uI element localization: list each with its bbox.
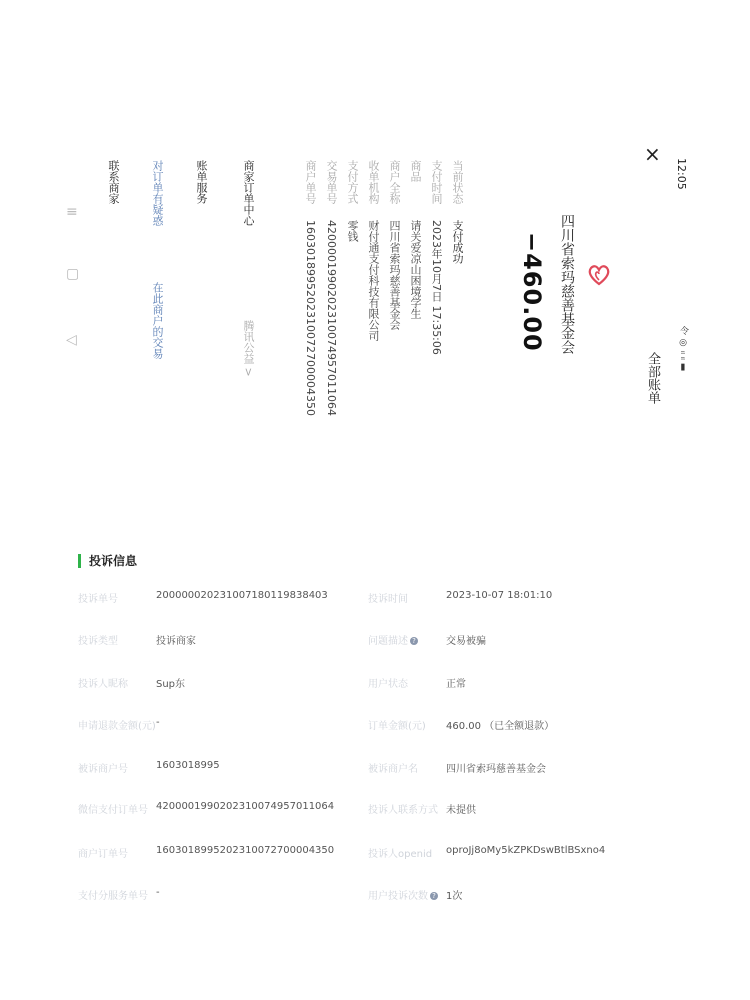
- contact-merchant-link[interactable]: 联系商家: [107, 160, 120, 204]
- status-time: 12:05: [675, 158, 688, 190]
- row-label: 被诉商户名: [368, 764, 418, 775]
- row-value: 正常: [446, 679, 466, 690]
- row-value: Sup东: [156, 679, 186, 690]
- menu-nav-icon[interactable]: ≡: [66, 204, 78, 220]
- row-value: 200000020231007180119838403: [156, 590, 328, 601]
- help-icon[interactable]: ?: [430, 892, 438, 900]
- detail-label-time: 支付时间: [430, 160, 443, 204]
- row-label: 用户投诉次数 ?: [368, 887, 438, 902]
- detail-value-goods: 请关爱凉山困境学生: [409, 220, 422, 319]
- question-order-link[interactable]: 对订单有疑惑: [151, 160, 164, 226]
- row-value: 2023-10-07 18:01:10: [446, 590, 553, 601]
- row-label: 投诉类型: [78, 636, 118, 647]
- row-value: -: [156, 887, 160, 898]
- heart-logo-icon: [586, 262, 612, 288]
- home-nav-icon[interactable]: ▢: [66, 266, 80, 282]
- complaint-section-title: 投诉信息: [78, 554, 137, 568]
- detail-label-tx-no: 交易单号: [325, 160, 338, 204]
- detail-label-method: 支付方式: [346, 160, 359, 204]
- all-bills-link[interactable]: 全部账单: [645, 352, 660, 404]
- row-label: 投诉人昵称: [78, 679, 128, 690]
- phone-screenshot: [0, 0, 750, 480]
- row-label: 问题描述 ?: [368, 632, 418, 647]
- row-value: 投诉商家: [156, 636, 196, 647]
- row-value: 460.00 （已全额退款）: [446, 721, 555, 732]
- detail-label-status: 当前状态: [451, 160, 464, 204]
- row-value: 交易被骗: [446, 636, 486, 647]
- payee-amount: −460.00: [518, 232, 546, 352]
- row-label: 投诉单号: [78, 594, 118, 605]
- row-value: -: [156, 717, 160, 728]
- detail-value-acquirer: 财付通支付科技有限公司: [367, 220, 380, 341]
- row-value: 未提供: [446, 805, 476, 816]
- row-label: 微信支付订单号: [78, 805, 148, 816]
- row-label: 被诉商户号: [78, 764, 128, 775]
- detail-value-time: 2023年10月7日 17:35:06: [430, 220, 443, 355]
- row-label: 商户订单号: [78, 849, 128, 860]
- detail-label-acquirer: 收单机构: [367, 160, 380, 204]
- bill-service-title: 账单服务: [195, 160, 208, 204]
- row-label: 订单金额(元): [368, 721, 426, 732]
- row-label: 支付分服务单号: [78, 891, 148, 902]
- help-icon[interactable]: ?: [410, 637, 418, 645]
- row-value: 1次: [446, 891, 463, 902]
- close-icon[interactable]: ×: [644, 142, 661, 166]
- detail-value-status: 支付成功: [451, 220, 464, 264]
- order-center-link[interactable]: 腾讯公益 >: [242, 320, 255, 377]
- row-label: 投诉人联系方式: [368, 805, 438, 816]
- detail-label-merchant: 商户全称: [388, 160, 401, 204]
- row-label: 申请退款金额(元): [78, 721, 156, 732]
- back-nav-icon[interactable]: ◁: [66, 332, 77, 348]
- status-icons: 令 ◎ ᵢₗ ᵢₗ ▮: [678, 326, 688, 373]
- row-label: 用户状态: [368, 679, 408, 690]
- row-value: 1603018995202310072700004350: [156, 845, 335, 856]
- row-label: 投诉人openid: [368, 849, 433, 860]
- detail-label-goods: 商品: [409, 160, 422, 182]
- row-value: 4200001990202310074957011064: [156, 801, 335, 812]
- detail-value-merchant: 四川省索玛慈善基金会: [388, 220, 401, 330]
- detail-value-merchant-no: 1603018995202310072700004350: [304, 220, 317, 416]
- detail-value-tx-no: 4200001990202310074957011064: [325, 220, 338, 416]
- merchant-tx-link[interactable]: 在此商户的交易: [151, 282, 164, 359]
- row-value: 四川省索玛慈善基金会: [446, 764, 546, 775]
- detail-value-method: 零钱: [346, 220, 359, 242]
- payee-name: 四川省索玛慈善基金会: [559, 214, 575, 354]
- order-center-title: 商家订单中心: [242, 160, 255, 226]
- row-value: oproJj8oMy5kZPKDswBtlBSxno4: [446, 845, 606, 856]
- detail-label-merchant-no: 商户单号: [304, 160, 317, 204]
- row-value: 1603018995: [156, 760, 220, 771]
- row-label: 投诉时间: [368, 594, 408, 605]
